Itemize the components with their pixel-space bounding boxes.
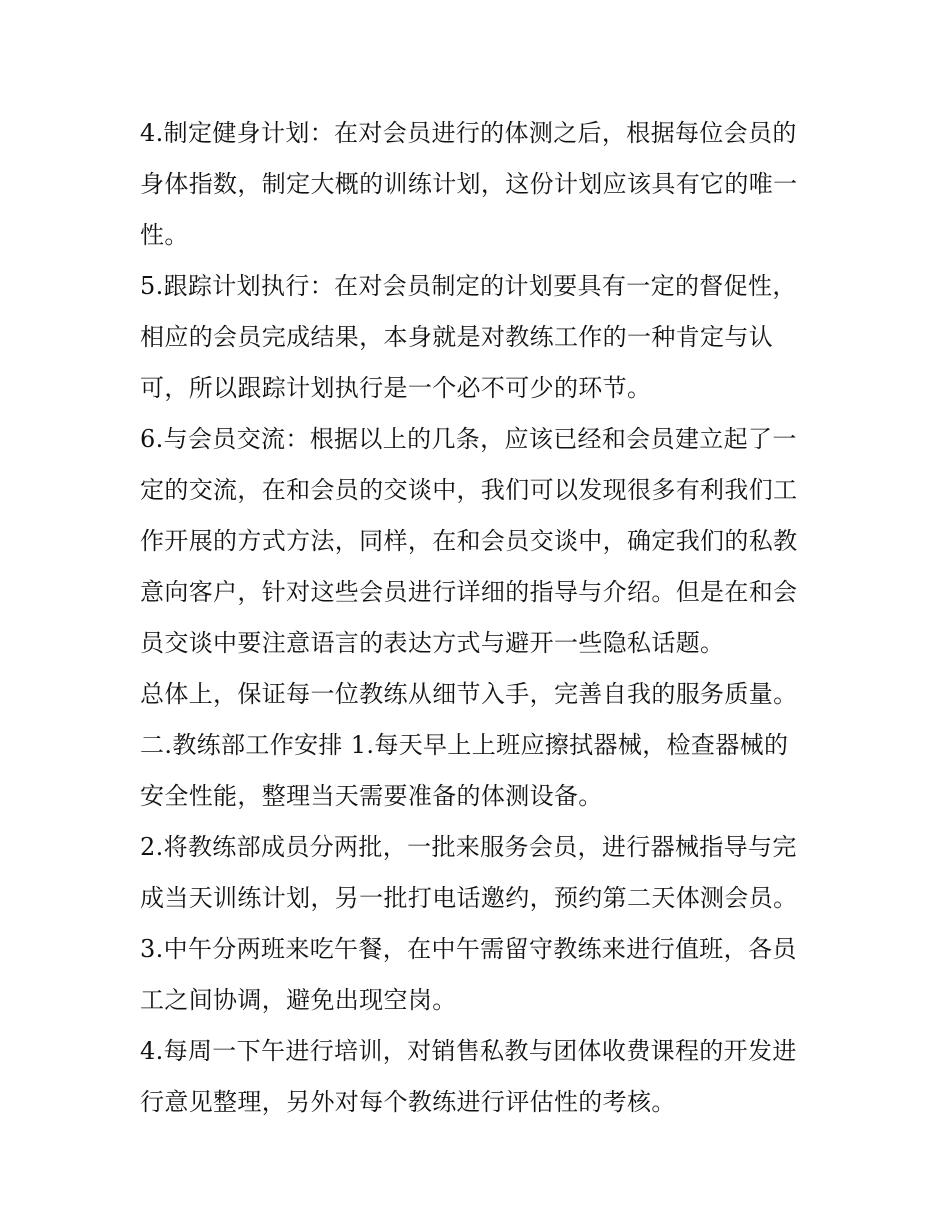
text-line: 性。	[140, 221, 189, 249]
text-line: 意向客户，针对这些会员进行详细的指导与介绍。但是在和会	[140, 578, 798, 606]
text-line: 身体指数，制定大概的训练计划，这份计划应该具有它的唯一	[140, 170, 798, 198]
document-body	[140, 108, 820, 1128]
text-line: 员交谈中要注意语言的表达方式与避开一些隐私话题。	[140, 629, 725, 657]
text-line: 5.跟踪计划执行：在对会员制定的计划要具有一定的督促性，	[140, 272, 797, 300]
text-line: 作开展的方式方法，同样，在和会员交谈中，确定我们的私教	[140, 527, 798, 555]
text-line: 6.与会员交流：根据以上的几条，应该已经和会员建立起了一	[140, 425, 797, 453]
text-line: 成当天训练计划，另一批打电话邀约，预约第二天体测会员。	[140, 884, 798, 912]
text-line: 安全性能，整理当天需要准备的体测设备。	[140, 782, 603, 810]
text-line: 3.中午分两班来吃午餐，在中午需留守教练来进行值班，各员	[140, 935, 797, 963]
text-line: 总体上，保证每一位教练从细节入手，完善自我的服务质量。	[140, 680, 798, 708]
text-line: 2.将教练部成员分两批，一批来服务会员，进行器械指导与完	[140, 833, 797, 861]
text-line: 4.制定健身计划：在对会员进行的体测之后，根据每位会员的	[140, 119, 797, 147]
text-line: 可，所以跟踪计划执行是一个必不可少的环节。	[140, 374, 652, 402]
text-line: 定的交流，在和会员的交谈中，我们可以发现很多有利我们工	[140, 476, 798, 504]
text-line: 4.每周一下午进行培训，对销售私教与团体收费课程的开发进	[140, 1037, 797, 1065]
text-line: 二.教练部工作安排 1.每天早上上班应擦拭器械，检查器械的	[140, 731, 789, 759]
text-line: 行意见整理，另外对每个教练进行评估性的考核。	[140, 1088, 676, 1116]
text-line: 工之间协调，避免出现空岗。	[140, 986, 457, 1014]
text-line: 相应的会员完成结果，本身就是对教练工作的一种肯定与认	[140, 323, 774, 351]
